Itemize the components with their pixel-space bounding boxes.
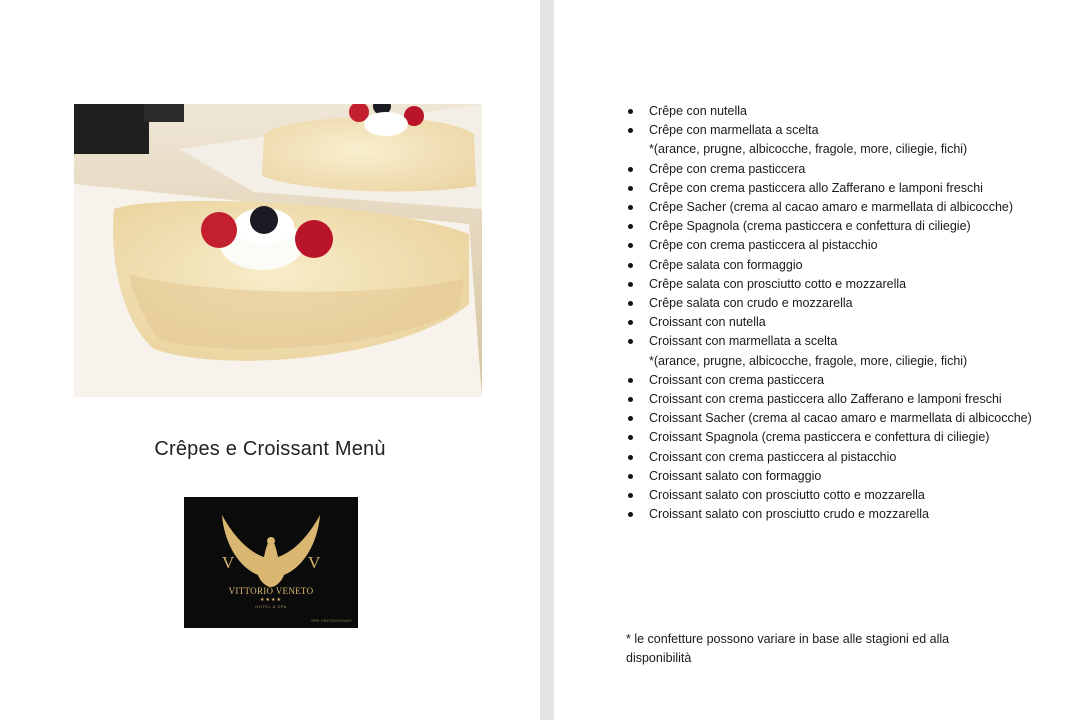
menu-item	[626, 275, 1046, 294]
menu-item-text: Crêpe con nutella	[649, 104, 747, 118]
menu-item	[626, 448, 1046, 467]
menu-item-text: Croissant Spagnola (crema pasticcera e confettura di ciliegie)	[649, 430, 990, 445]
menu-item	[626, 428, 1046, 447]
menu-item	[626, 236, 1046, 255]
crepe-photo	[74, 104, 482, 397]
menu-item-note: *(arance, prugne, albicocche, fragole, more, ciliegie, fichi)	[649, 142, 968, 157]
menu-list	[626, 102, 1046, 524]
menu-item	[626, 256, 1046, 275]
menu-item-text: Croissant salato con formaggio	[649, 468, 822, 483]
menu-item	[626, 467, 1046, 486]
menu-item-text: Crêpe con crema pasticcera al pistacchio	[649, 238, 878, 253]
menu-item-text: Crêpe salata con prosciutto cotto e mozzarella	[649, 276, 907, 291]
menu-item-text: Croissant salato con prosciutto cotto e mozzarella	[649, 488, 925, 503]
menu-item	[626, 332, 1046, 370]
menu-item-text: Crêpe salata con formaggio	[649, 257, 803, 272]
menu-item	[626, 179, 1046, 198]
menu-item	[626, 505, 1046, 524]
menu-item-text: Croissant con crema pasticcera	[649, 372, 825, 387]
menu-item-text: Crêpe con crema pasticcera	[649, 161, 806, 176]
logo-subtitle: HOTEL & SPA	[255, 604, 287, 609]
menu-item	[626, 390, 1046, 409]
logo-letter-left: V	[222, 553, 235, 572]
footnote: * le confetture possono variare in base alle stagioni ed alla disponibilità	[626, 632, 950, 666]
menu-item	[626, 121, 1046, 159]
menu-item-text: Croissant Sacher (crema al cacao amaro e marmellata di albicocche)	[649, 411, 1032, 426]
menu-title: Crêpes e Croissant Menù	[154, 438, 386, 460]
menu-item-text: Crêpe Spagnola (crema pasticcera e confettura di ciliegie)	[649, 219, 971, 234]
logo-name: VITTORIO VENETO	[228, 586, 314, 596]
menu-item	[626, 313, 1046, 332]
menu-item	[626, 217, 1046, 236]
menu-item-text: Crêpe con crema pasticcera allo Zafferano e lamponi freschi	[649, 180, 983, 195]
menu-item	[626, 102, 1046, 121]
menu-item	[626, 160, 1046, 179]
logo-footer-text: RRE CRITOELEGANT	[311, 618, 352, 623]
menu-item	[626, 294, 1046, 313]
menu-item-text: Croissant salato con prosciutto crudo e mozzarella	[649, 507, 929, 522]
menu-item	[626, 198, 1046, 217]
menu-item-text: Croissant con nutella	[649, 315, 766, 330]
menu-item-text: Croissant con crema pasticcera al pistacchio	[649, 449, 897, 464]
menu-item-text: Croissant con crema pasticcera allo Zafferano e lamponi freschi	[649, 392, 1002, 407]
menu-item	[626, 486, 1046, 505]
menu-item-text: Crêpe Sacher (crema al cacao amaro e marmellata di albicocche)	[649, 200, 1014, 215]
menu-item	[626, 371, 1046, 390]
menu-item-text: Croissant con marmellata a scelta	[649, 334, 838, 349]
menu-item-note: *(arance, prugne, albicocche, fragole, more, ciliegie, fichi)	[649, 353, 968, 368]
menu-item-text: Crêpe con marmellata a scelta	[649, 123, 819, 138]
logo-letter-right: V	[308, 553, 321, 572]
hotel-logo	[184, 497, 358, 628]
menu-item-text: Crêpe salata con crudo e mozzarella	[649, 296, 853, 311]
logo-stars: ★★★★	[260, 597, 282, 603]
menu-item	[626, 409, 1046, 428]
